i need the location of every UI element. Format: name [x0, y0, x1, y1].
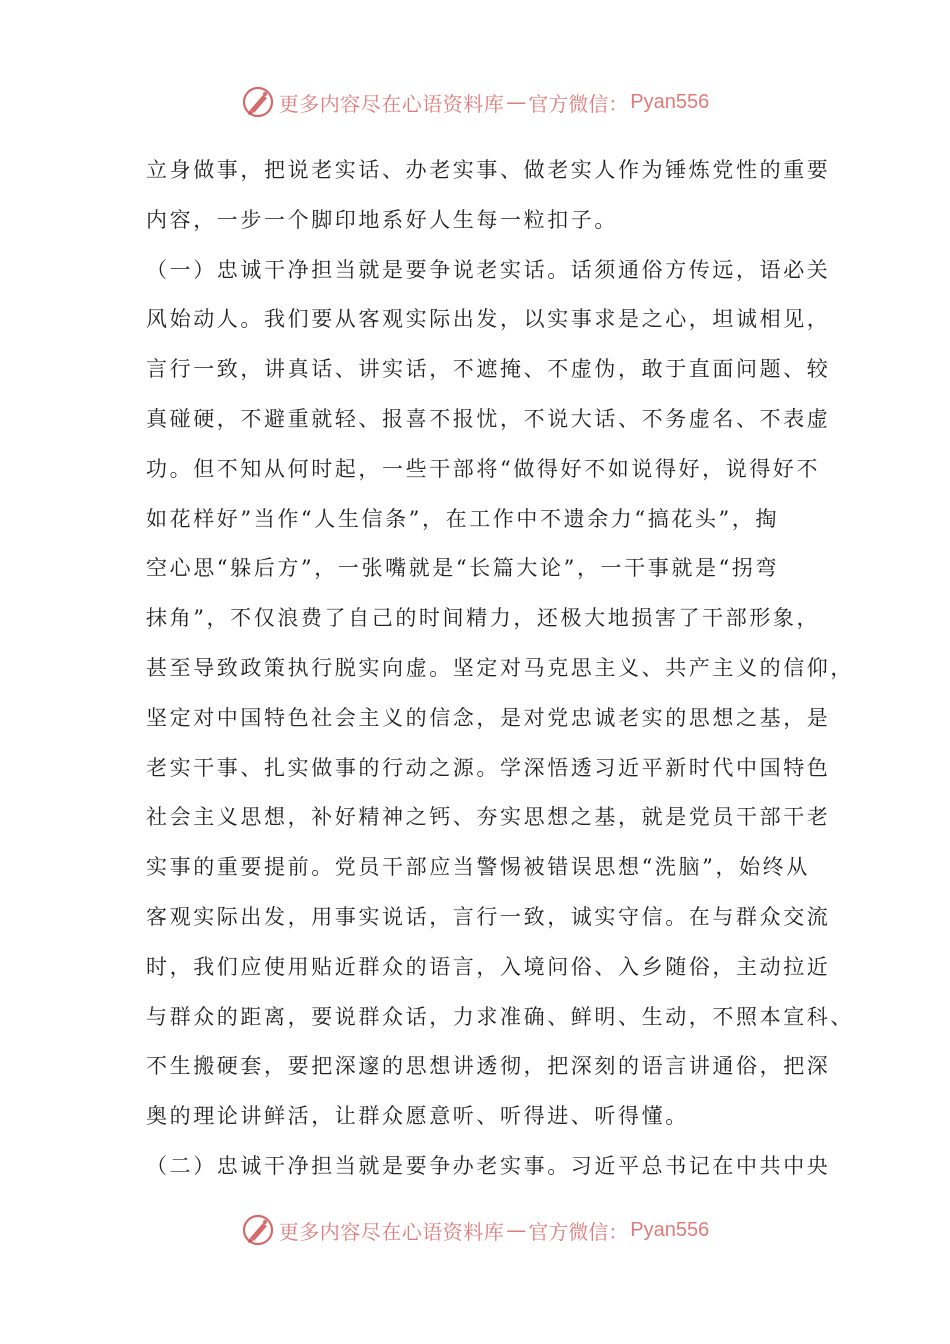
- body-line: 真碰硬，不避重就轻、报喜不报忧，不说大话、不务虚名、不表虚: [146, 406, 831, 431]
- document-body: [146, 146, 854, 1192]
- body-line: 如花样好”当作“人生信条”，在工作中不遗余力“搞花头”，掏: [146, 506, 780, 531]
- body-line: 社会主义思想，补好精神之钙、夯实思想之基，就是党员干部干老: [146, 805, 831, 830]
- pen-circle-icon: [241, 1213, 275, 1247]
- body-line: 老实干事、扎实做事的行动之源。学深悟透习近平新时代中国特色: [146, 755, 831, 780]
- footer-wechat-label: 官方微信：: [528, 1219, 629, 1244]
- footer-banner: [0, 1210, 950, 1250]
- body-line: 空心思“躲后方”，一张嘴就是“长篇大论”，一干事就是“拐弯: [146, 556, 780, 581]
- header-banner: [0, 82, 950, 122]
- footer-dash: —: [506, 1218, 527, 1242]
- body-line: 坚定对中国特色社会主义的信念，是对党忠诚老实的思想之基，是: [146, 705, 831, 730]
- pen-circle-icon: [241, 85, 275, 119]
- body-line: 不生搬硬套，要把深邃的思想讲透彻，把深刻的语言讲通俗，把深: [146, 1054, 831, 1079]
- body-line: 实事的重要提前。党员干部应当警惕被错误思想“洗脑”，始终从: [146, 855, 810, 880]
- body-line: 客观实际出发，用事实说话，言行一致，诚实守信。在与群众交流: [146, 904, 831, 929]
- header-dash: —: [506, 90, 527, 114]
- body-line: 功。但不知从何时起，一些干部将“做得好不如说得好，说得好不: [146, 456, 821, 481]
- body-line: （一）忠诚干净担当就是要争说老实话。话须通俗方传远，语必关: [146, 257, 831, 282]
- body-line: 甚至导致政策执行脱实向虚。坚定对马克思主义、共产主义的信仰，: [146, 655, 854, 680]
- header-handle: Pyan556: [630, 90, 710, 113]
- body-line: 言行一致，讲真话、讲实话，不遮掩、不虚伪，敢于直面问题、较: [146, 357, 831, 382]
- body-line: 立身做事，把说老实话、办老实事、做老实人作为锤炼党性的重要: [146, 158, 831, 182]
- body-line: 奥的理论讲鲜活，让群众愿意听、听得进、听得懂。: [146, 1104, 689, 1129]
- body-line: 内容，一步一个脚印地系好人生每一粒扣子。: [146, 207, 618, 232]
- footer-handle: Pyan556: [630, 1218, 710, 1241]
- body-line: 抹角”，不仅浪费了自己的时间精力，还极大地损害了干部形象，: [146, 606, 821, 631]
- header-brand: 更多内容尽在心语资料库: [278, 91, 505, 116]
- footer-brand: 更多内容尽在心语资料库: [278, 1219, 505, 1244]
- body-line: 时，我们应使用贴近群众的语言，入境问俗、入乡随俗，主动拉近: [146, 954, 831, 979]
- body-line: （二）忠诚干净担当就是要争办老实事。习近平总书记在中共中央: [146, 1153, 831, 1178]
- body-line: 风始动人。我们要从客观实际出发，以实事求是之心，坦诚相见，: [146, 307, 831, 332]
- body-line: 与群众的距离，要说群众话，力求准确、鲜明、生动，不照本宣科、: [146, 1004, 854, 1029]
- header-wechat-label: 官方微信：: [528, 91, 629, 116]
